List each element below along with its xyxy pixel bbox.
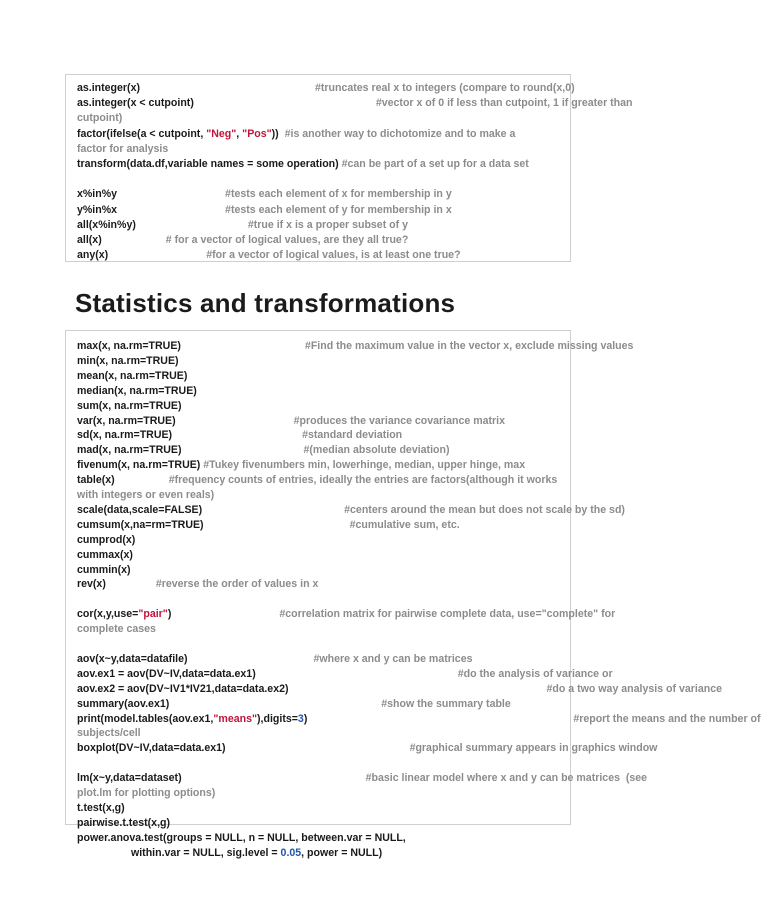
code-line [77,233,409,247]
code-text: transform(data.df,variable names = some operation) [77,158,342,170]
code-comment: with integers or even reals) [77,489,215,501]
code-line [77,473,558,487]
code-line [77,443,450,457]
code-comment: plot.lm for plotting options) [77,787,216,799]
code-line [77,816,170,830]
code-text: ) [167,608,172,621]
code-text: fivenum(x, na.rm=TRUE) [77,459,204,472]
code-line [77,187,452,201]
code-line [77,503,625,517]
code-line [77,458,525,472]
code-line [77,771,648,785]
code-block-statistics [65,330,761,859]
code-text: lm(x~y,data=dataset) [77,772,182,785]
code-comment: #frequency counts of entries, ideally the entries are factors(although it works [168,474,558,487]
code-line [77,712,761,726]
code-comment: #(median absolute deviation) [303,444,450,457]
code-comment: cutpoint) [77,112,123,125]
code-line [77,577,319,591]
code-text: mean(x, na.rm=TRUE) [77,369,188,382]
code-comment: subjects/cell [77,727,141,740]
code-line [77,248,461,262]
code-line [77,96,633,110]
code-line [77,157,529,171]
code-line [77,652,473,666]
code-comment: #produces the variance covariance matrix [293,414,506,427]
code-comment: #centers around the mean but does not scale by the sd) [344,503,625,516]
code-text: table(x) [77,474,115,487]
code-text: factor(ifelse(a < cutpoint, [77,127,207,140]
code-comment: #graphical summary appears in graphics window [409,742,658,755]
code-line [77,846,382,860]
code-line [77,488,214,502]
code-text: max(x, na.rm=TRUE) [77,340,181,352]
code-comment: #Tukey fivenumbers min, lowerhinge, median, upper hinge, max [203,459,526,472]
code-line [77,682,722,696]
code-comment: #for a vector of logical values, is at least one true? [206,249,461,262]
code-text: min(x, na.rm=TRUE) [77,354,179,367]
code-text: sum(x, na.rm=TRUE) [77,399,182,412]
code-text: aov.ex2 = aov(DV~IV1*IV21,data=data.ex2) [77,682,289,695]
code-text: t.test(x,g) [77,801,125,814]
code-comment: #tests each element of y for membership in x [225,203,452,216]
code-text: boxplot(DV~IV,data=data.ex1) [77,742,226,755]
code-line [77,218,409,232]
code-text: var(x, na.rm=TRUE) [77,414,176,427]
code-text: all(x) [77,234,102,246]
code-comment: #standard deviation [302,429,403,442]
code-line [77,354,179,368]
code-line [77,667,613,681]
string-literal: "means" [213,712,258,725]
string-literal: "Pos" [242,127,272,140]
code-text: median(x, na.rm=TRUE) [77,384,197,397]
code-line [77,786,215,800]
code-text: any(x) [77,249,109,262]
code-text: cor(x,y,use= [77,608,139,621]
code-comment: #show the summary table [381,697,511,710]
code-text: as.integer(x) [77,82,140,94]
code-comment: #Find the maximum value in the vector x, exclude missing values [304,340,634,352]
code-comment: #reverse the order of values in x [155,578,319,591]
code-line [77,801,125,815]
code-line [77,369,187,383]
code-text: print(model.tables(aov.ex1, [77,712,214,725]
code-line [77,622,156,636]
code-line [77,142,168,156]
code-text: rev(x) [77,578,106,591]
code-text: scale(data,scale=FALSE) [77,503,203,516]
code-text: sd(x, na.rm=TRUE) [77,429,173,442]
code-text: mad(x, na.rm=TRUE) [77,444,182,457]
code-line [77,127,515,141]
code-line [77,518,460,532]
code-comment: factor for analysis [77,142,169,155]
code-comment: # for a vector of logical values, are they all true? [165,234,409,246]
code-line [77,831,406,845]
section-heading: Statistics and transformations [75,288,456,318]
code-line [77,548,133,562]
code-comment: #true if x is a proper subset of y [247,218,409,231]
code-comment: #is another way to dichotomize and to make a [284,127,516,140]
code-text: , [236,127,243,140]
code-line [77,533,135,547]
code-comment: #do a two way analysis of variance [546,682,722,695]
code-block-logical-ops [65,74,633,262]
code-text: aov(x~y,data=datafile) [77,652,188,665]
code-text: y%in%x [77,203,118,216]
code-text: cumprod(x) [77,533,136,546]
code-text: power.anova.test(groups = NULL, n = NULL, between.var = NULL, [77,831,406,844]
code-line [77,726,141,740]
code-text: aov.ex1 = aov(DV~IV,data=data.ex1) [77,667,256,680]
code-comment: #basic linear model where x and y can be matrices (see [365,772,648,785]
code-line [77,428,403,442]
code-line [77,399,182,413]
code-line [77,741,658,755]
code-text: pairwise.t.test(x,g) [77,816,171,829]
code-comment: #truncates real x to integers (compare to round(x,0) [315,82,575,94]
code-line [77,384,197,398]
code-line [77,563,131,577]
code-comment: #vector x of 0 if less than cutpoint, 1 if greater than [375,97,633,110]
code-text: all(x%in%y) [77,218,136,231]
string-literal: "Neg" [206,127,237,140]
code-line [77,697,511,711]
code-text: as.integer(x < cutpoint) [77,97,194,110]
code-text: ),digits= [257,712,298,725]
code-text: ) [303,712,308,725]
code-text: )) [271,127,285,140]
code-comment: #can be part of a set up for a data set [341,158,529,170]
code-comment: #cumulative sum, etc. [349,518,460,531]
code-line [77,414,506,428]
code-line [77,339,634,353]
code-comment: #report the means and the number of [573,712,761,725]
string-literal: "pair" [138,608,168,621]
code-text: cummin(x) [77,563,131,576]
numeric-literal: 0.05 [280,846,302,859]
numeric-literal: 3 [297,712,304,725]
code-line [77,81,575,95]
code-text: summary(aov.ex1) [77,697,170,710]
code-text: x%in%y [77,188,118,201]
code-comment: complete cases [77,623,156,636]
code-text: cumsum(x,na=rm=TRUE) [77,518,204,531]
code-text: cummax(x) [77,548,133,561]
code-line [77,111,122,125]
code-comment: #do the analysis of variance or [457,667,613,680]
code-comment: #tests each element of x for membership in y [225,188,452,201]
code-text: within.var = NULL, sig.level = [131,846,281,859]
code-comment: #where x and y can be matrices [313,652,473,665]
code-text: , power = NULL) [301,846,383,859]
code-comment: #correlation matrix for pairwise complete data, use="complete" for [279,608,616,621]
code-line [77,607,616,621]
code-line [77,203,452,217]
